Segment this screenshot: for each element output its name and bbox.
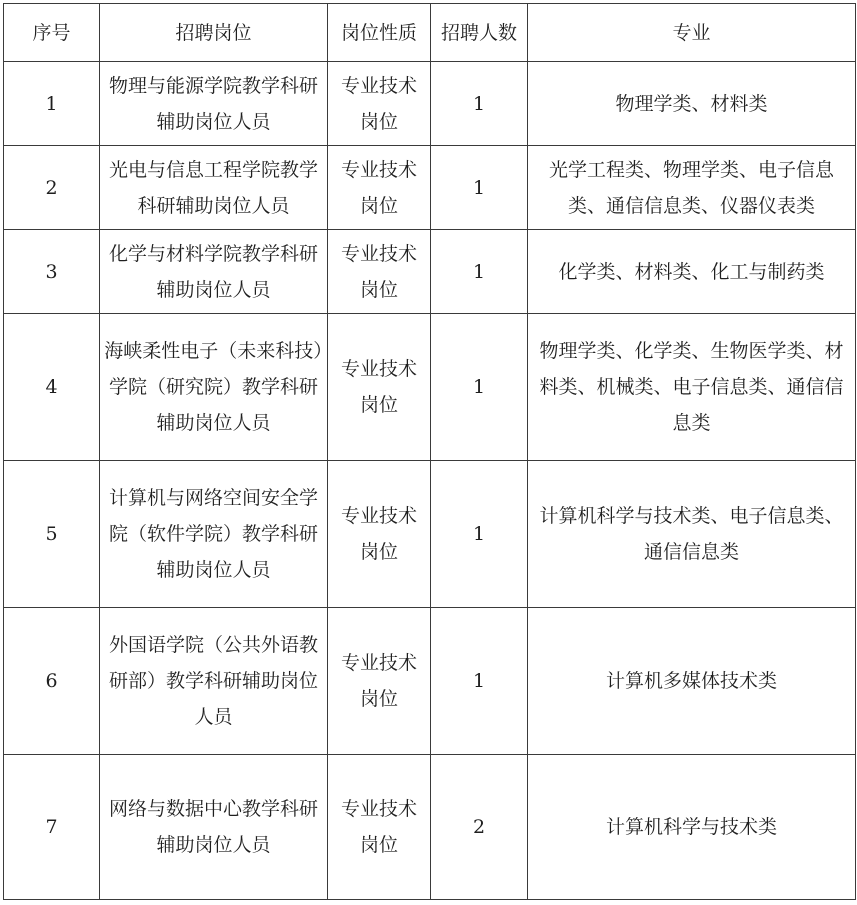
cell-index: 7 xyxy=(4,755,100,900)
cell-major: 化学类、材料类、化工与制药类 xyxy=(528,230,856,314)
cell-nature: 专业技术岗位 xyxy=(328,755,431,900)
cell-count: 1 xyxy=(431,62,528,146)
header-row xyxy=(4,4,856,62)
table-row xyxy=(4,461,856,608)
table-row xyxy=(4,755,856,900)
cell-index: 5 xyxy=(4,461,100,608)
header-major: 专业 xyxy=(528,4,856,62)
cell-index: 1 xyxy=(4,62,100,146)
cell-nature: 专业技术岗位 xyxy=(328,146,431,230)
table-row xyxy=(4,146,856,230)
cell-nature: 专业技术岗位 xyxy=(328,461,431,608)
cell-index: 2 xyxy=(4,146,100,230)
cell-post: 海峡柔性电子（未来科技）学院（研究院）教学科研辅助岗位人员 xyxy=(100,314,328,461)
cell-count: 1 xyxy=(431,608,528,755)
cell-nature: 专业技术岗位 xyxy=(328,608,431,755)
cell-post: 物理与能源学院教学科研辅助岗位人员 xyxy=(100,62,328,146)
table-row xyxy=(4,608,856,755)
cell-major: 计算机科学与技术类 xyxy=(528,755,856,900)
cell-post: 化学与材料学院教学科研辅助岗位人员 xyxy=(100,230,328,314)
cell-index: 6 xyxy=(4,608,100,755)
cell-post: 外国语学院（公共外语教研部）教学科研辅助岗位人员 xyxy=(100,608,328,755)
cell-count: 1 xyxy=(431,461,528,608)
cell-major: 计算机多媒体技术类 xyxy=(528,608,856,755)
cell-count: 1 xyxy=(431,230,528,314)
cell-post: 网络与数据中心教学科研辅助岗位人员 xyxy=(100,755,328,900)
header-post: 招聘岗位 xyxy=(100,4,328,62)
cell-nature: 专业技术岗位 xyxy=(328,314,431,461)
cell-index: 4 xyxy=(4,314,100,461)
cell-major: 计算机科学与技术类、电子信息类、通信信息类 xyxy=(528,461,856,608)
cell-post: 计算机与网络空间安全学院（软件学院）教学科研辅助岗位人员 xyxy=(100,461,328,608)
table-row xyxy=(4,230,856,314)
cell-post: 光电与信息工程学院教学科研辅助岗位人员 xyxy=(100,146,328,230)
cell-count: 2 xyxy=(431,755,528,900)
header-count: 招聘人数 xyxy=(431,4,528,62)
table-row xyxy=(4,314,856,461)
cell-count: 1 xyxy=(431,314,528,461)
cell-nature: 专业技术岗位 xyxy=(328,62,431,146)
cell-count: 1 xyxy=(431,146,528,230)
recruitment-table xyxy=(3,3,856,900)
cell-major: 光学工程类、物理学类、电子信息类、通信信息类、仪器仪表类 xyxy=(528,146,856,230)
cell-nature: 专业技术岗位 xyxy=(328,230,431,314)
cell-index: 3 xyxy=(4,230,100,314)
header-index: 序号 xyxy=(4,4,100,62)
cell-major: 物理学类、材料类 xyxy=(528,62,856,146)
cell-major: 物理学类、化学类、生物医学类、材料类、机械类、电子信息类、通信信息类 xyxy=(528,314,856,461)
header-nature: 岗位性质 xyxy=(328,4,431,62)
table-row xyxy=(4,62,856,146)
